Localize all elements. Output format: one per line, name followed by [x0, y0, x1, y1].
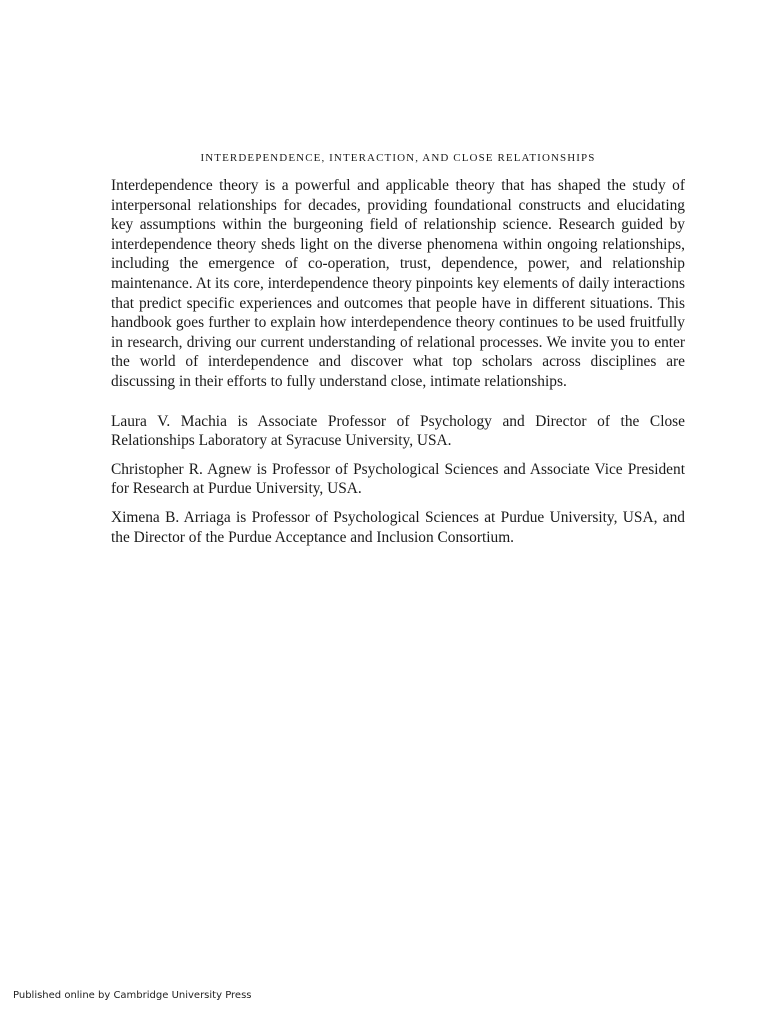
publisher-footer: Published online by Cambridge University Press: [13, 990, 252, 1001]
book-description: Interdependence theory is a powerful and applicable theory that has shaped the study of interpersonal relationships for decades, providing foundational constructs and elucidating key assumptions within the burgeoning field of relationship science. Research guided by interdependence theory sheds light on the diverse phenomena within ongoing relationships, including the emergence of co-operation, trust, dependence, power, and relationship maintenance. At its core, interdependence theory pinpoints key elements of daily interactions that predict specific experiences and outcomes that people have in different situations. This handbook goes further to explain how interdependence theory continues to be used fruitfully in research, driving our current understanding of relational processes. We invite you to enter the world of interdependence and discover what top scholars across disciplines are discussing in their efforts to fully understand close, intimate relationships.: [111, 177, 685, 390]
author-bio-agnew: Christopher R. Agnew is Professor of Psychological Sciences and Associate Vice President for Research at Purdue University, USA.: [111, 460, 685, 498]
author-bio-arriaga: Ximena B. Arriaga is Professor of Psychological Sciences at Purdue University, USA, and the Director of the Purdue Acceptance and Inclusion Consortium.: [111, 508, 685, 546]
page-content: [111, 150, 685, 556]
author-bio-machia: Laura V. Machia is Associate Professor of Psychology and Director of the Close Relationships Laboratory at Syracuse University, USA.: [111, 412, 685, 450]
running-title: INTERDEPENDENCE, INTERACTION, AND CLOSE RELATIONSHIPS: [200, 152, 596, 164]
